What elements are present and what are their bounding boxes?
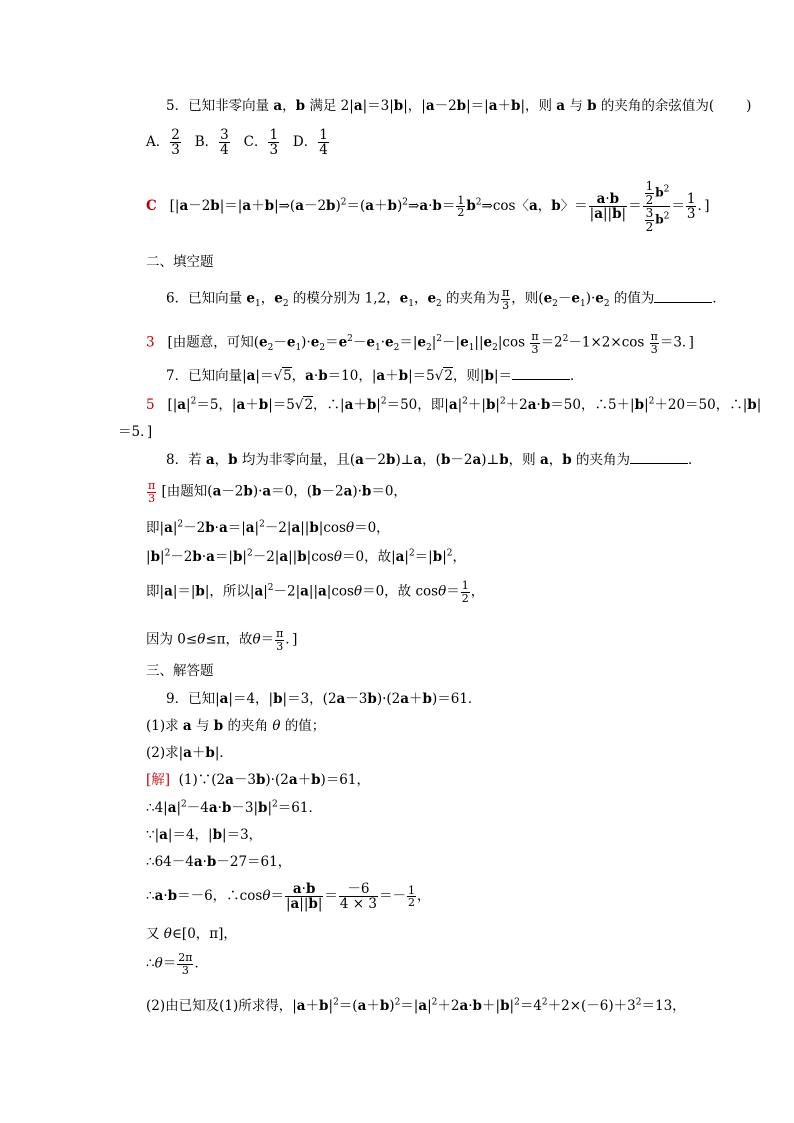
q9-step1: [解] (1)∵(2a－3b)·(2a＋b)＝61， xyxy=(146,772,370,788)
section-title-fill-in: 二、填空题 xyxy=(146,254,214,270)
q5-solution: C [$|a-2b|=|a+b|\Rightarrow(a-2b)^2=(a+b)^2\Rightarrow a\cdot b=$ $\frac{1}{2}$ $b^2\Rightarrow\cos$〈a，b〉＝ $\frac{a\cdot b}{|a||b|}$ ＝ $\frac{1}{2}$ $b^2$ $\frac{3}{2}$ $b^2$ ＝ $\frac{1}{3}$ ．] xyxy=(146,179,710,234)
q5-option-c: C． $\frac{1}{3}$ xyxy=(243,127,279,159)
q6-solution: 3 [由题意，可知$(e_2-e_1)\cdot e_2=e^2-e_1\cdot e_2=|e_2|^2-|e_1||e_2|\cos$ $\frac{\pi}{3}$ $=2^2-1\times 2\times\cos$ $\frac{\pi}{3}$ ＝3．] xyxy=(146,330,694,356)
q9-step3: ∵|a|＝4，|b|＝3， xyxy=(146,827,263,843)
q5-label: 5． xyxy=(166,98,189,114)
q9-step6: 又 θ∈[0，π]， xyxy=(146,926,237,942)
q5-option-a: A． $\frac{2}{3}$ xyxy=(146,127,180,159)
q9-part1: (1)求 a 与 b 的夹角 θ 的值； xyxy=(146,718,326,734)
q5-answer: C xyxy=(146,198,157,215)
q8-solution-2: 即$|a|^2-2b\cdot a=|a|^2-2|a||b|\cos\theta=0$， xyxy=(146,519,390,536)
q6-label: 6． xyxy=(166,290,189,307)
q8-solution-4: 即|a|＝|b|，所以$|a|^2-2|a||a|\cos\theta=0$，故 cosθ＝ $\frac{1}{2}$ ， xyxy=(146,579,485,605)
q7-solution-line1: 5 [$|a|^2=5$，|a＋b|＝5√2，$\therefore|a+b|^2=50$，即$|a|^2+|b|^2+2a\cdot b=50$，$\therefore 5+|b|^2+20=50$，∴|b| xyxy=(146,396,762,413)
q8-solution-1: $\frac{\pi}{3}$ [由题知(a－2b)·a＝0，(b－2a)·b＝0， xyxy=(148,479,407,505)
q9-step8: (2)由已知及(1)所求得，$|a+b|^2=(a+b)^2=|a|^2+2a\cdot b+|b|^2=4^2+2\times(-6)+3^2=13$， xyxy=(146,997,686,1014)
q8-solution-3: $|b|^2-2b\cdot a=|b|^2-2|a||b|\cos\theta=0$，故$|a|^2=|b|^2$， xyxy=(146,548,466,565)
q9-step4: ∴64－4a·b－27＝61， xyxy=(146,854,292,870)
q9-label: 9． xyxy=(166,691,189,707)
q5-option-b: B． $\frac{3}{4}$ xyxy=(194,127,229,159)
q7-stem: 7．已知向量|a|＝√5，a·b＝10，|a＋b|＝5√2，则|b|＝ ． xyxy=(166,368,584,384)
q7-answer: 5 xyxy=(146,397,155,413)
q8-answer: $\frac{\pi}{3}$ xyxy=(148,479,156,505)
q5-option-d: D． $\frac{1}{4}$ xyxy=(292,127,328,159)
q8-stem: 8．若 a，b 均为非零向量，且(a－2b)⊥a，(b－2a)⊥b，则 a，b 的夹角为 ． xyxy=(166,452,702,468)
q9-step2: $\therefore 4|a|^2-4a\cdot b-3|b|^2=61$． xyxy=(146,799,322,816)
q9-jie-label: [解] xyxy=(146,772,171,788)
q5-stem: 5．已知非零向量 a，b 满足 2|a|＝3|b|，|a－2b|＝|a＋b|，则 a 与 b 的夹角的余弦值为( ) xyxy=(166,98,752,114)
q9-step7: ∴θ＝ $\frac{2\pi}{3}$ ． xyxy=(146,951,208,977)
q9-stem: 9．已知|a|＝4，|b|＝3，(2a－3b)·(2a＋b)＝61． xyxy=(166,691,482,707)
q8-solution-5: 因为 0≤θ≤π，故θ＝ $\frac{\pi}{3}$ ．] xyxy=(146,627,298,653)
q9-step5: ∴a·b＝－6，∴cosθ＝ $\frac{a\cdot b}{|a||b|}$ ＝ $\frac{-6}{4 \times 3}$ ＝－ $\frac{1}{2}$ ， xyxy=(146,881,431,913)
q7-solution-line2: ＝5．] xyxy=(118,424,153,440)
q8-label: 8． xyxy=(166,452,189,468)
q5-options xyxy=(146,128,330,157)
q7-label: 7． xyxy=(166,368,189,384)
q6-stem: 6．已知向量 $e_1$，$e_2$ 的模分别为 1,2，$e_1$，$e_2$ 的夹角为 $\frac{\pi}{3}$ ，则$(e_2-e_1)\cdot e_2$ 的值为 ． xyxy=(166,286,726,312)
q9-part2: (2)求|a＋b|． xyxy=(146,745,233,761)
q6-answer: 3 xyxy=(146,334,155,351)
section-title-solutions: 三、解答题 xyxy=(146,663,214,679)
